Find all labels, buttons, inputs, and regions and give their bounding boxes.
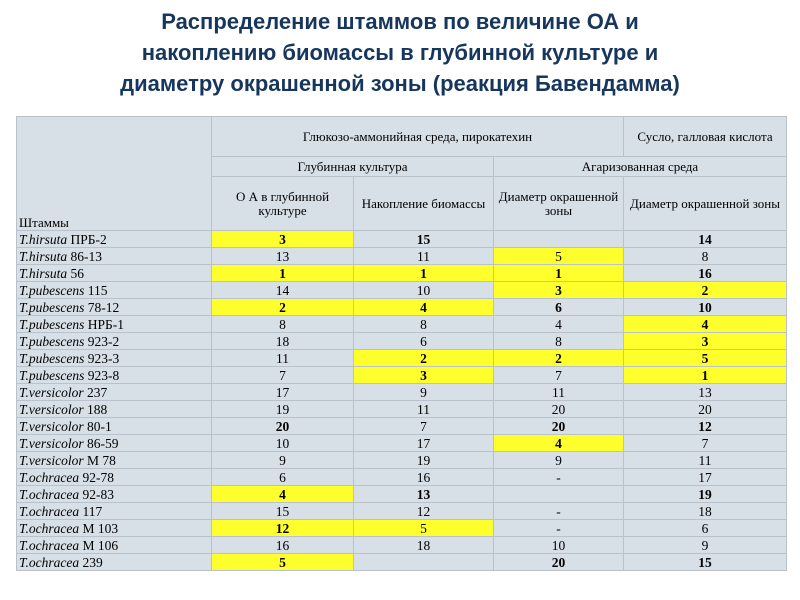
strain-genus: T.ochracea	[19, 554, 80, 570]
strain-name-cell	[17, 299, 212, 316]
value-cell-bio: 9	[354, 384, 494, 401]
value-cell-oa: 2	[212, 299, 354, 316]
table-row	[17, 231, 787, 248]
strain-name-cell	[17, 231, 212, 248]
strain-genus: T.versicolor	[19, 418, 84, 434]
value-cell-d2: 10	[624, 299, 787, 316]
value-cell-oa: 13	[212, 248, 354, 265]
value-cell-oa: 5	[212, 554, 354, 571]
strain-code: 56	[70, 265, 85, 281]
value-cell-d2: 6	[624, 520, 787, 537]
strain-code: 923-3	[87, 350, 120, 366]
value-cell-d2: 3	[624, 333, 787, 350]
strain-table-container	[16, 116, 787, 571]
value-cell-bio: 19	[354, 452, 494, 469]
strain-genus: T.ochracea	[19, 469, 80, 485]
strain-genus: T.pubescens	[19, 350, 85, 366]
value-cell-bio: 11	[354, 248, 494, 265]
value-cell-bio: 8	[354, 316, 494, 333]
strain-genus: T.ochracea	[19, 537, 80, 553]
strain-genus: T.ochracea	[19, 520, 80, 536]
strain-name-cell	[17, 452, 212, 469]
strain-name-cell	[17, 503, 212, 520]
value-cell-bio: 6	[354, 333, 494, 350]
strain-genus: T.hirsuta	[19, 265, 68, 281]
value-cell-oa: 3	[212, 231, 354, 248]
value-cell-d2: 4	[624, 316, 787, 333]
value-cell-d1: 10	[494, 537, 624, 554]
strain-code: 92-83	[82, 486, 114, 502]
table-row	[17, 418, 787, 435]
strain-code: 188	[87, 401, 108, 417]
table-row	[17, 350, 787, 367]
value-cell-bio: 10	[354, 282, 494, 299]
value-cell-d1: 4	[494, 316, 624, 333]
strain-genus: T.pubescens	[19, 282, 85, 298]
strain-name-cell	[17, 554, 212, 571]
value-cell-oa: 6	[212, 469, 354, 486]
header-zone-diameter-wort: Диаметр окрашенной зоны	[624, 177, 787, 231]
value-cell-d2: 5	[624, 350, 787, 367]
table-row	[17, 299, 787, 316]
strain-name-cell	[17, 248, 212, 265]
value-cell-d1: -	[494, 469, 624, 486]
value-cell-oa: 8	[212, 316, 354, 333]
strain-name-cell	[17, 265, 212, 282]
value-cell-oa: 11	[212, 350, 354, 367]
strain-code: 80-1	[87, 418, 112, 434]
value-cell-d1: 3	[494, 282, 624, 299]
strain-genus: T.versicolor	[19, 435, 84, 451]
value-cell-d2: 8	[624, 248, 787, 265]
value-cell-d2: 19	[624, 486, 787, 503]
value-cell-d1: 11	[494, 384, 624, 401]
value-cell-oa: 20	[212, 418, 354, 435]
table-row	[17, 435, 787, 452]
value-cell-bio: 1	[354, 265, 494, 282]
value-cell-d1: 1	[494, 265, 624, 282]
strain-name-cell	[17, 401, 212, 418]
strain-name-cell	[17, 333, 212, 350]
value-cell-oa: 9	[212, 452, 354, 469]
table-row	[17, 537, 787, 554]
value-cell-d2: 17	[624, 469, 787, 486]
table-row	[17, 452, 787, 469]
value-cell-d1: 6	[494, 299, 624, 316]
strain-code: 86-13	[70, 248, 103, 264]
value-cell-d2: 7	[624, 435, 787, 452]
value-cell-bio: 11	[354, 401, 494, 418]
value-cell-bio: 17	[354, 435, 494, 452]
value-cell-d1: 20	[494, 401, 624, 418]
strain-code: М 78	[87, 452, 116, 468]
title-line-3: диаметру окрашенной зоны (реакция Бавендамма)	[120, 71, 680, 96]
strain-name-cell	[17, 316, 212, 333]
value-cell-oa: 7	[212, 367, 354, 384]
strain-genus: T.pubescens	[19, 367, 85, 383]
value-cell-d1: 2	[494, 350, 624, 367]
strain-name-cell	[17, 537, 212, 554]
value-cell-d1: 9	[494, 452, 624, 469]
value-cell-bio: 15	[354, 231, 494, 248]
strain-genus: T.versicolor	[19, 384, 84, 400]
header-strains: Штаммы	[17, 117, 212, 231]
value-cell-d1	[494, 231, 624, 248]
strain-name-cell	[17, 520, 212, 537]
value-cell-d1: -	[494, 520, 624, 537]
header-zone-diameter-agar: Диаметр окрашенной зоны	[494, 177, 624, 231]
table-row	[17, 520, 787, 537]
strain-genus: T.pubescens	[19, 299, 85, 315]
value-cell-oa: 16	[212, 537, 354, 554]
strain-genus: T.hirsuta	[19, 248, 68, 264]
value-cell-bio: 12	[354, 503, 494, 520]
strain-genus: T.hirsuta	[19, 231, 68, 247]
table-row	[17, 333, 787, 350]
table-row	[17, 248, 787, 265]
strain-genus: T.ochracea	[19, 486, 80, 502]
header-biomass: Накопление биомассы	[354, 177, 494, 231]
value-cell-bio: 3	[354, 367, 494, 384]
value-cell-oa: 14	[212, 282, 354, 299]
value-cell-d2: 18	[624, 503, 787, 520]
header-glucose-medium: Глюкозо-аммонийная среда, пирокатехин	[212, 117, 624, 157]
table-row	[17, 469, 787, 486]
strain-name-cell	[17, 435, 212, 452]
value-cell-d1: 7	[494, 367, 624, 384]
strain-genus: T.pubescens	[19, 316, 85, 332]
value-cell-bio: 2	[354, 350, 494, 367]
strain-code: М 106	[82, 537, 119, 553]
table-row	[17, 316, 787, 333]
value-cell-d2: 9	[624, 537, 787, 554]
value-cell-d2: 11	[624, 452, 787, 469]
strain-name-cell	[17, 469, 212, 486]
table-row	[17, 384, 787, 401]
strain-name-cell	[17, 384, 212, 401]
table-row	[17, 503, 787, 520]
value-cell-bio: 13	[354, 486, 494, 503]
table-row	[17, 554, 787, 571]
strain-code: 117	[82, 503, 103, 519]
strain-code: 239	[82, 554, 103, 570]
value-cell-d2: 12	[624, 418, 787, 435]
value-cell-d2: 16	[624, 265, 787, 282]
strain-code: ПРБ-2	[70, 231, 107, 247]
strain-code: 237	[87, 384, 108, 400]
value-cell-d1: -	[494, 503, 624, 520]
strain-genus: T.ochracea	[19, 503, 80, 519]
header-agar-medium: Агаризованная среда	[494, 157, 787, 177]
strain-name-cell	[17, 367, 212, 384]
value-cell-d2: 1	[624, 367, 787, 384]
value-cell-d1: 20	[494, 554, 624, 571]
strain-name-cell	[17, 486, 212, 503]
table-row	[17, 486, 787, 503]
value-cell-oa: 1	[212, 265, 354, 282]
value-cell-oa: 4	[212, 486, 354, 503]
table-row	[17, 367, 787, 384]
strain-code: 923-2	[87, 333, 120, 349]
value-cell-bio: 5	[354, 520, 494, 537]
value-cell-oa: 17	[212, 384, 354, 401]
table-row	[17, 265, 787, 282]
header-deep-culture: Глубинная культура	[212, 157, 494, 177]
value-cell-bio	[354, 554, 494, 571]
strain-code: 78-12	[87, 299, 120, 315]
strain-code: НРБ-1	[87, 316, 125, 332]
strain-code: 92-78	[82, 469, 114, 485]
strain-table	[16, 116, 787, 571]
strain-code: 923-8	[87, 367, 120, 383]
value-cell-d1: 8	[494, 333, 624, 350]
value-cell-bio: 16	[354, 469, 494, 486]
strain-name-cell	[17, 350, 212, 367]
value-cell-bio: 7	[354, 418, 494, 435]
strain-genus: T.pubescens	[19, 333, 85, 349]
value-cell-oa: 10	[212, 435, 354, 452]
value-cell-d1: 4	[494, 435, 624, 452]
value-cell-oa: 18	[212, 333, 354, 350]
table-row	[17, 401, 787, 418]
strain-code: 115	[87, 282, 108, 298]
value-cell-oa: 15	[212, 503, 354, 520]
slide-title	[0, 6, 800, 99]
value-cell-d2: 14	[624, 231, 787, 248]
value-cell-d1: 5	[494, 248, 624, 265]
table-row	[17, 282, 787, 299]
value-cell-oa: 12	[212, 520, 354, 537]
header-wort-medium: Сусло, галловая кислота	[624, 117, 787, 157]
value-cell-oa: 19	[212, 401, 354, 418]
value-cell-d2: 20	[624, 401, 787, 418]
strain-genus: T.versicolor	[19, 452, 84, 468]
strain-code: М 103	[82, 520, 119, 536]
strain-name-cell	[17, 418, 212, 435]
title-line-1: Распределение штаммов по величине ОА и	[161, 9, 639, 34]
value-cell-d1: 20	[494, 418, 624, 435]
header-oa-deep: О А в глубинной культуре	[212, 177, 354, 231]
value-cell-d1	[494, 486, 624, 503]
strain-code: 86-59	[87, 435, 119, 451]
value-cell-d2: 2	[624, 282, 787, 299]
value-cell-d2: 13	[624, 384, 787, 401]
title-line-2: накоплению биомассы в глубинной культуре и	[141, 40, 659, 65]
value-cell-bio: 4	[354, 299, 494, 316]
value-cell-d2: 15	[624, 554, 787, 571]
strain-name-cell	[17, 282, 212, 299]
value-cell-bio: 18	[354, 537, 494, 554]
strain-genus: T.versicolor	[19, 401, 84, 417]
